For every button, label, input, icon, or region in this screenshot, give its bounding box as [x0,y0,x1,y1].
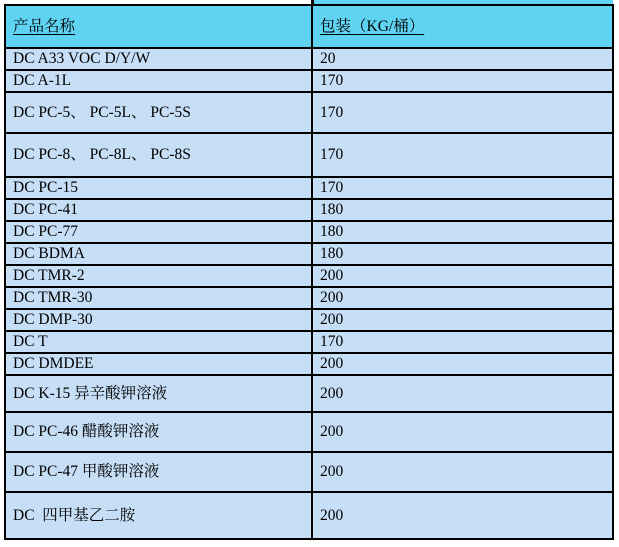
column-header-packaging: 包装（KG/桶） [312,5,613,48]
product-name-cell: DC DMP-30 [5,309,312,331]
product-name-cell: DC K-15 异辛酸钾溶液 [5,375,312,412]
table-row [5,353,613,375]
table-row [5,287,613,309]
table-row [5,92,613,133]
product-name-cell: DC DMDEE [5,353,312,375]
table-row [5,492,613,539]
packaging-cell: 200 [312,412,613,452]
table-row [5,70,613,92]
product-name-cell: DC TMR-2 [5,265,312,287]
table-row [5,331,613,353]
product-name-cell: DC PC-46 醋酸钾溶液 [5,412,312,452]
product-name-cell: DC T [5,331,312,353]
table-row [5,309,613,331]
packaging-cell: 200 [312,353,613,375]
table-row [5,199,613,221]
packaging-cell: 200 [312,265,613,287]
packaging-cell: 170 [312,331,613,353]
product-name-cell: DC PC-15 [5,177,312,199]
product-name-cell: DC PC-41 [5,199,312,221]
product-packaging-table [4,4,614,540]
table-row [5,48,613,70]
header-row [5,5,613,48]
packaging-cell: 180 [312,199,613,221]
table-row [5,221,613,243]
packaging-cell: 170 [312,133,613,177]
table-row [5,265,613,287]
packaging-cell: 200 [312,287,613,309]
product-name-cell: DC A33 VOC D/Y/W [5,48,312,70]
table-row [5,177,613,199]
packaging-cell: 170 [312,92,613,133]
table-row [5,452,613,492]
packaging-cell: 180 [312,243,613,265]
packaging-cell: 20 [312,48,613,70]
table-row [5,243,613,265]
product-name-cell: DC 四甲基乙二胺 [5,492,312,539]
table-row [5,133,613,177]
packaging-cell: 200 [312,375,613,412]
packaging-cell: 170 [312,177,613,199]
packaging-cell: 200 [312,452,613,492]
product-name-cell: DC PC-8、 PC-8L、 PC-8S [5,133,312,177]
packaging-cell: 170 [312,70,613,92]
product-name-cell: DC A-1L [5,70,312,92]
product-name-cell: DC PC-47 甲酸钾溶液 [5,452,312,492]
table-row [5,412,613,452]
table-row [5,375,613,412]
packaging-cell: 180 [312,221,613,243]
column-header-product: 产品名称 [5,5,312,48]
product-name-cell: DC PC-5、 PC-5L、 PC-5S [5,92,312,133]
product-name-cell: DC TMR-30 [5,287,312,309]
packaging-cell: 200 [312,492,613,539]
product-name-cell: DC PC-77 [5,221,312,243]
product-name-cell: DC BDMA [5,243,312,265]
packaging-cell: 200 [312,309,613,331]
